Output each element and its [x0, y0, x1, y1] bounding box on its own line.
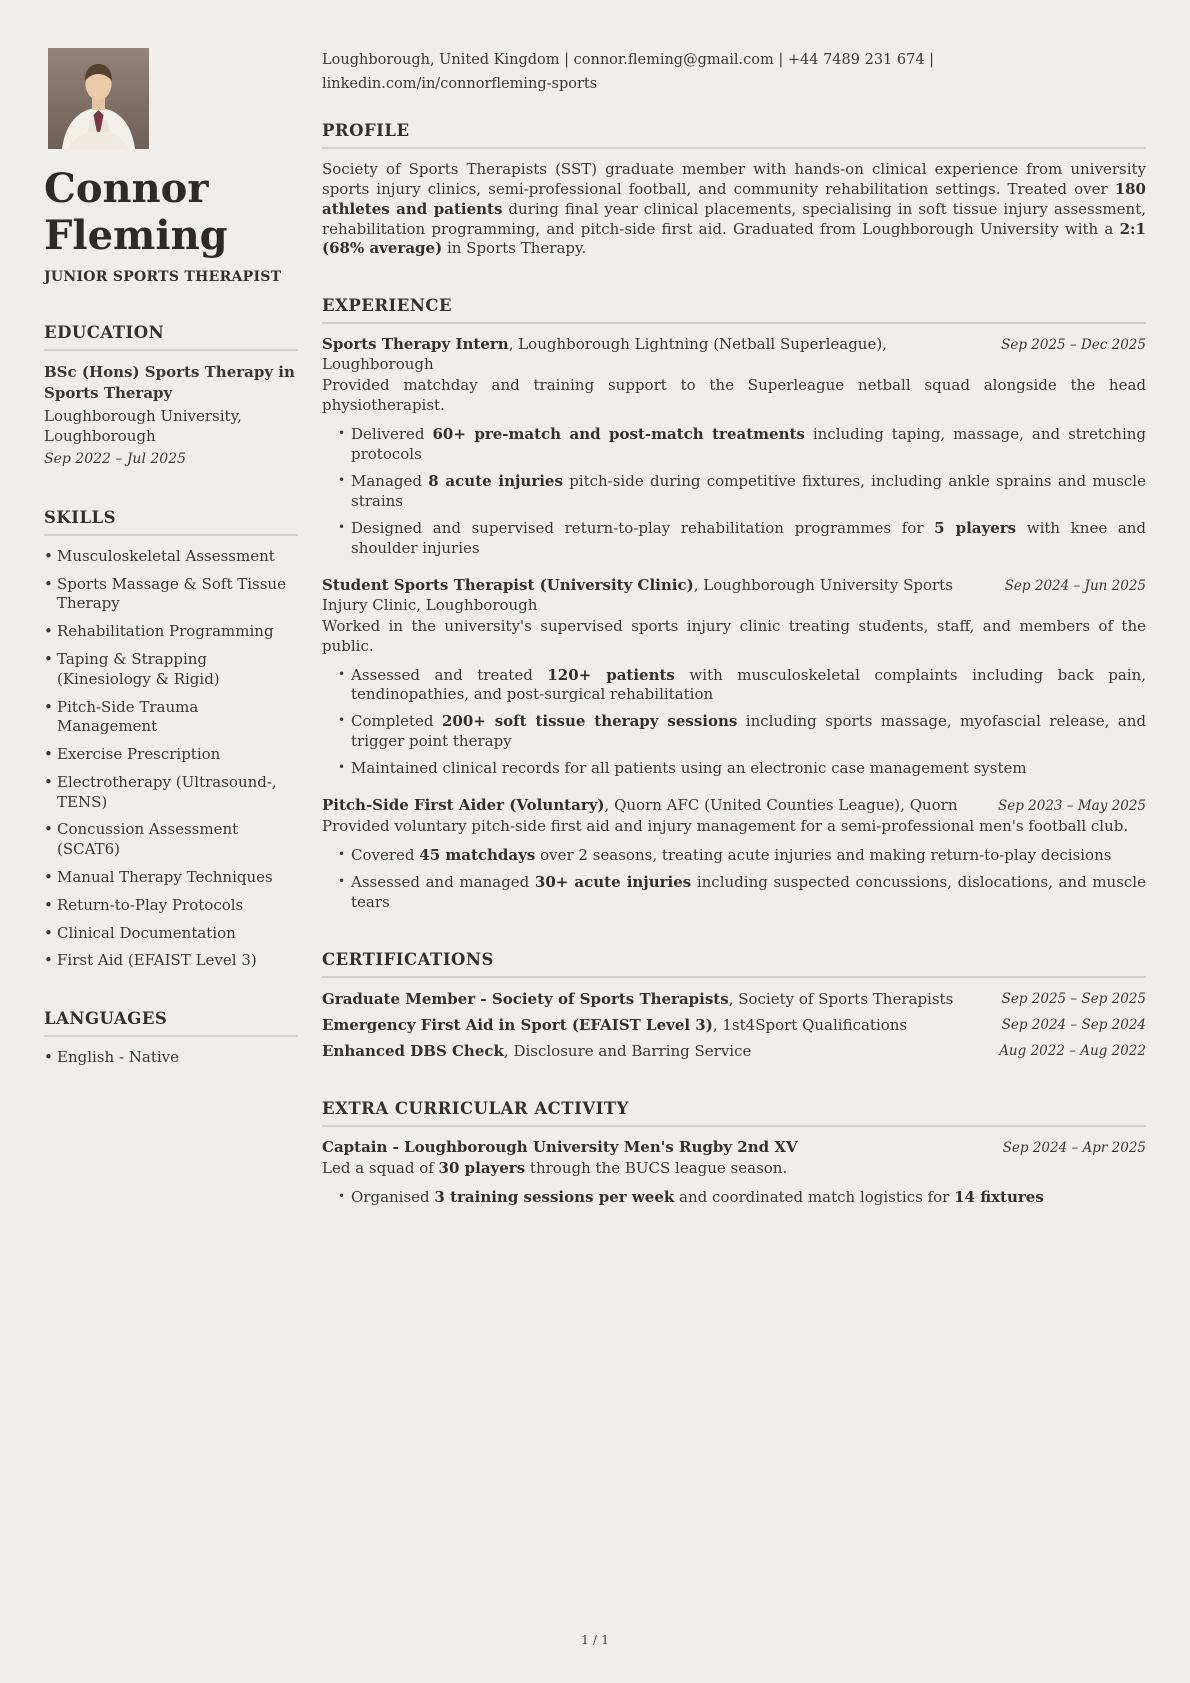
text-run: Organised — [351, 1187, 435, 1206]
extracurricular-bullet — [338, 1188, 1146, 1208]
person-name: Connor Fleming — [44, 165, 228, 260]
skill-item: • Taping & Strapping (Kinesiology & Rigid) — [44, 650, 298, 690]
skill-item: • Rehabilitation Programming — [44, 622, 298, 642]
profile-section — [322, 121, 1146, 260]
highlighted-text: 8 acute injuries — [428, 472, 563, 491]
skill-item: • Exercise Prescription — [44, 745, 298, 765]
skill-item: • Musculoskeletal Assessment — [44, 547, 298, 567]
skill-item: • Clinical Documentation — [44, 924, 298, 944]
language-item: • English - Native — [44, 1048, 298, 1068]
profile-photo — [48, 48, 149, 149]
extracurricular-bullet-list — [322, 1188, 1146, 1208]
certification-name: Emergency First Aid in Sport (EFAIST Level 3) — [322, 1015, 713, 1034]
certification-issuer: , 1st4Sport Qualifications — [712, 1015, 908, 1034]
extracurricular-entries — [322, 1138, 1146, 1208]
experience-entries — [322, 335, 1146, 913]
text-run: including sports massage, myofascial release, and trigger point therapy — [351, 712, 1146, 751]
certification-issuer: , Society of Sports Therapists — [728, 989, 954, 1008]
skills-section — [44, 508, 298, 972]
extracurricular-entry-summary — [322, 1159, 1146, 1179]
experience-entry-header — [322, 335, 1146, 375]
skill-item: • Sports Massage & Soft Tissue Therapy — [44, 575, 298, 615]
highlighted-text: 60+ pre-match and post-match treatments — [432, 425, 805, 444]
experience-entry-summary — [322, 617, 1146, 657]
text-run: Society of Sports Therapists (SST) graduate member with hands-on clinical experience from university sports injury clinics, semi-professional football, and community rehabilitation settings. Treated over — [322, 159, 1146, 198]
certification-title — [322, 1015, 907, 1036]
education-section — [44, 323, 298, 469]
experience-entry-header — [322, 576, 1146, 616]
experience-entry-summary — [322, 376, 1146, 416]
experience-entry-title — [322, 576, 985, 616]
text-run: in Sports Therapy. — [442, 239, 587, 258]
experience-entry — [322, 796, 1146, 913]
experience-entry — [322, 335, 1146, 558]
certification-name: Graduate Member - Society of Sports Therapists — [322, 989, 729, 1008]
highlighted-text: 2:1 (68% average) — [322, 219, 1146, 258]
text-run: Managed — [351, 472, 429, 491]
experience-entry-header — [322, 796, 1146, 816]
experience-bullet-list — [322, 846, 1146, 913]
skill-item: • First Aid (EFAIST Level 3) — [44, 951, 298, 971]
contact-phone: +44 7489 231 674 — [787, 52, 925, 68]
highlighted-text: 45 matchdays — [419, 846, 536, 865]
education-institution: Loughborough University, Loughborough — [44, 406, 242, 446]
experience-entry-dates: Sep 2025 – Dec 2025 — [1001, 337, 1146, 354]
sidebar — [44, 44, 298, 1076]
text-run: Worked in the university's supervised sports injury clinic treating students, staff, and members of the public. — [322, 616, 1146, 655]
extracurricular-entry-title — [322, 1138, 983, 1158]
extracurricular-entry — [322, 1138, 1146, 1208]
certification-dates: Sep 2024 – Sep 2024 — [1001, 1016, 1146, 1033]
text-run: with musculoskeletal complaints including back pain, tendinopathies, and post-surgical rehabilitation — [351, 665, 1147, 704]
extracurricular-entry-dates: Sep 2024 – Apr 2025 — [1002, 1139, 1146, 1156]
person-job-title: JUNIOR SPORTS THERAPIST — [44, 269, 282, 286]
contact-separator: | — [924, 52, 935, 68]
certification-row — [322, 1015, 1146, 1036]
certification-row — [322, 1041, 1146, 1062]
extracurricular-section — [322, 1099, 1146, 1208]
contact-info — [322, 48, 1146, 97]
text-run: with knee and shoulder injuries — [351, 518, 1147, 557]
text-run: Led a squad of — [322, 1158, 439, 1177]
main-content — [322, 44, 1146, 1215]
text-run: Delivered — [351, 425, 433, 444]
highlighted-text: 3 training sessions per week — [434, 1187, 675, 1206]
certification-name: Enhanced DBS Check — [322, 1041, 504, 1060]
languages-section — [44, 1009, 298, 1068]
experience-bullet-list — [322, 425, 1146, 559]
experience-bullet — [338, 712, 1146, 752]
languages-heading: LANGUAGES — [44, 1009, 298, 1037]
text-run: through the BUCS league season. — [525, 1158, 788, 1177]
profile-summary — [322, 160, 1146, 260]
contact-linkedin: linkedin.com/in/connorfleming-sports — [322, 76, 598, 93]
extracurricular-entry-header — [322, 1138, 1146, 1158]
certification-issuer: , Disclosure and Barring Service — [503, 1041, 752, 1060]
certification-row — [322, 989, 1146, 1010]
person-portrait-icon — [48, 48, 149, 149]
experience-entry-dates: Sep 2023 – May 2025 — [997, 798, 1146, 815]
contact-location: Loughborough, United Kingdom — [322, 52, 560, 68]
certification-dates: Sep 2025 – Sep 2025 — [1001, 990, 1146, 1007]
text-run: Covered — [351, 846, 420, 865]
certifications-heading: CERTIFICATIONS — [322, 950, 1146, 978]
contact-separator: | — [773, 52, 788, 68]
experience-entry-summary — [322, 817, 1146, 837]
certification-title — [322, 1041, 751, 1062]
text-run: including taping, massage, and stretching protocols — [351, 425, 1146, 464]
text-run: Completed — [351, 712, 442, 731]
experience-bullet — [338, 873, 1146, 913]
contact-separator: | — [559, 52, 574, 68]
highlighted-text: 30 players — [438, 1158, 526, 1177]
experience-entry-dates: Sep 2024 – Jun 2025 — [1004, 577, 1146, 594]
text-run: during final year clinical placements, specialising in soft tissue injury assessment, rehabilitation programming, and pitch-side first aid. Graduated from Loughborough University with a — [322, 199, 1146, 238]
experience-bullet-list — [322, 666, 1146, 780]
experience-bullet — [338, 472, 1146, 512]
education-heading: EDUCATION — [44, 323, 298, 351]
experience-entry-role: Sports Therapy Intern — [322, 335, 509, 354]
certifications-section — [322, 950, 1146, 1062]
highlighted-text: 14 fixtures — [954, 1187, 1044, 1206]
experience-entry-role: Pitch-Side First Aider (Voluntary) — [322, 796, 605, 815]
experience-entry-company: , Quorn AFC (United Counties League), Quorn — [604, 796, 958, 815]
profile-heading: PROFILE — [322, 121, 1146, 149]
experience-bullet — [338, 425, 1146, 465]
contact-email: connor.fleming@gmail.com — [573, 52, 774, 68]
skill-item: • Pitch-Side Trauma Management — [44, 698, 298, 738]
certification-title — [322, 989, 953, 1010]
experience-entry-company: , Loughborough Lightning (Netball Superleague), Loughborough — [322, 335, 887, 374]
education-degree: BSc (Hons) Sports Therapy in Sports Therapy — [44, 363, 295, 403]
experience-entry-title — [322, 335, 981, 375]
education-dates: Sep 2022 – Jul 2025 — [44, 451, 187, 468]
certification-dates: Aug 2022 – Aug 2022 — [999, 1042, 1146, 1059]
experience-bullet — [338, 666, 1146, 706]
skills-heading: SKILLS — [44, 508, 298, 536]
highlighted-text: 180 athletes and patients — [322, 179, 1146, 218]
text-run: Assessed and treated — [351, 665, 548, 684]
skill-item: • Return-to-Play Protocols — [44, 896, 298, 916]
text-run: Designed and supervised return-to-play rehabilitation programmes for — [351, 518, 935, 537]
experience-entry-title — [322, 796, 978, 816]
text-run: Assessed and managed — [351, 873, 535, 892]
text-run: Provided matchday and training support to the Superleague netball squad alongside the head physiotherapist. — [322, 376, 1146, 415]
experience-section — [322, 296, 1146, 913]
languages-list — [44, 1048, 298, 1068]
highlighted-text: 30+ acute injuries — [534, 873, 692, 892]
skill-item: • Manual Therapy Techniques — [44, 868, 298, 888]
experience-entry-role: Student Sports Therapist (University Clinic) — [322, 575, 694, 594]
certification-rows — [322, 989, 1146, 1062]
experience-bullet — [338, 519, 1146, 559]
text-run: including suspected concussions, dislocations, and muscle tears — [351, 873, 1146, 911]
text-run: Maintained clinical records for all patients using an electronic case management system — [351, 759, 1027, 778]
experience-bullet — [338, 846, 1146, 866]
skill-item: • Concussion Assessment (SCAT6) — [44, 820, 298, 860]
text-run: pitch-side during competitive fixtures, including ankle sprains and muscle strains — [351, 472, 1146, 510]
page-number: 1 / 1 — [580, 1632, 610, 1647]
experience-entry-company: , Loughborough University Sports Injury Clinic, Loughborough — [322, 575, 953, 614]
highlighted-text: 5 players — [934, 518, 1017, 537]
highlighted-text: 120+ patients — [547, 665, 675, 684]
text-run: over 2 seasons, treating acute injuries and making return-to-play decisions — [535, 846, 1112, 865]
text-run: Provided voluntary pitch-side first aid and injury management for a semi-professional men's football club. — [322, 817, 1129, 836]
text-run: and coordinated match logistics for — [674, 1187, 955, 1206]
experience-entry — [322, 576, 1146, 779]
skill-item: • Electrotherapy (Ultrasound-, TENS) — [44, 773, 298, 813]
extracurricular-heading: EXTRA CURRICULAR ACTIVITY — [322, 1099, 1146, 1127]
experience-heading: EXPERIENCE — [322, 296, 1146, 324]
highlighted-text: 200+ soft tissue therapy sessions — [441, 712, 738, 731]
extracurricular-entry-role: Captain - Loughborough University Men's Rugby 2nd XV — [322, 1137, 798, 1156]
skills-list — [44, 547, 298, 972]
experience-bullet — [338, 759, 1146, 779]
